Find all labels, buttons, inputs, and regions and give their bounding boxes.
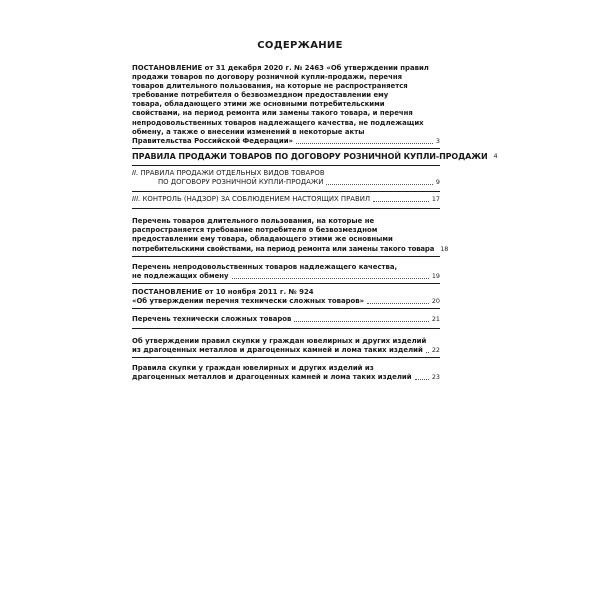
toc-line: требование потребителя о безвозмездном предоставлении ему [132,91,389,100]
table-of-contents [132,64,498,382]
toc-entry-jewelry-purchase-approval[interactable] [132,337,440,355]
divider [132,148,440,149]
section-number: II. [132,168,139,177]
page-number: 3 [435,136,440,145]
page-number: 20 [431,296,440,305]
page-number: 18 [440,244,449,253]
page-number: 22 [431,346,440,355]
page-number: 17 [431,195,440,204]
dot-leader [367,302,429,304]
dot-leader [373,200,429,202]
page-number: 9 [435,178,440,187]
section-number: III. [132,195,141,204]
toc-entry-sales-rules[interactable] [132,151,498,161]
toc-line: Перечень товаров длительного пользования, на которые не [132,217,375,226]
toc-entry-section-ii[interactable] [132,169,440,187]
toc-line: Перечень непродовольственных товаров надлежащего качества, [132,262,398,271]
toc-line: ПРАВИЛА ПРОДАЖИ ТОВАРОВ ПО ДОГОВОРУ РОЗНИЧНОЙ КУПЛИ-ПРОДАЖИ [132,151,488,161]
toc-entry-jewelry-purchase-rules[interactable] [132,364,440,382]
toc-entry-durable-goods-list[interactable] [132,217,449,253]
toc-line: ПОСТАНОВЛЕНИЕ от 31 декабря 2020 г. № 2463 «Об утверждении правил [132,64,429,72]
toc-entry-resolution-924[interactable] [132,288,440,306]
toc-entry-complex-goods-list[interactable] [132,315,440,324]
page-number: 21 [431,314,440,323]
dot-leader [426,351,429,353]
toc-line: продажи товаров по договору розничной купли-продажи, перечня [132,73,403,82]
toc-line: обмену, а также о внесении изменений в некоторые акты [132,127,365,136]
page-title: СОДЕРЖАНИЕ [257,40,343,51]
toc-line: предоставлении ему товара, обладающего этими же основными [132,235,393,244]
toc-line: товара, обладающего этими же основными потребительскими [132,100,385,109]
divider [132,208,440,209]
toc-line: «Об утверждении перечня технически сложных товаров» [132,296,365,305]
divider [132,283,440,284]
page-number: 23 [431,373,440,382]
toc-line: непродовольственных товаров надлежащего качества, не подлежащих [132,118,424,127]
page-number: 4 [493,151,498,160]
divider [132,308,440,309]
toc-line: Об утверждении правил скупки у граждан ювелирных и других изделий [132,337,427,346]
toc-line: свойствами, на период ремонта или замены такого товара, и перечня [132,109,413,118]
toc-line: ПО ДОГОВОРУ РОЗНИЧНОЙ КУПЛИ-ПРОДАЖИ [158,178,324,187]
toc-line: распространяется требование потребителя о безвозмездном [132,226,378,235]
toc-line: не подлежащих обмену [132,271,229,280]
toc-line: ПРАВИЛА ПРОДАЖИ ОТДЕЛЬНЫХ ВИДОВ ТОВАРОВ [140,168,325,177]
dot-leader [415,378,429,380]
toc-line: Правительства Российской Федерации» [132,136,293,145]
toc-line: потребительскими свойствами, на период ремонта или замены такого товара [132,244,435,253]
divider [132,256,440,257]
dot-leader [296,142,433,144]
toc-entry-non-food-goods-list[interactable] [132,263,440,281]
divider [132,328,440,329]
dot-leader [294,320,428,322]
toc-entry-section-iii[interactable] [132,195,440,204]
toc-line: КОНТРОЛЬ (НАДЗОР) ЗА СОБЛЮДЕНИЕМ НАСТОЯЩИХ ПРАВИЛ [142,195,371,204]
toc-line: Правила скупки у граждан ювелирных и других изделий из [132,364,374,373]
divider [132,191,440,192]
toc-line: драгоценных металлов и драгоценных камней и лома таких изделий [132,373,412,382]
divider [132,165,440,166]
toc-entry-resolution-2463[interactable] [132,64,440,146]
toc-line: товаров длительного пользования, на которые не распространяется [132,82,408,91]
toc-line: Перечень технически сложных товаров [132,314,292,323]
dot-leader [232,277,429,279]
toc-line: из драгоценных металлов и драгоценных камней и лома таких изделий [132,346,423,355]
dot-leader [326,183,432,185]
divider [132,357,440,358]
toc-line: ПОСТАНОВЛЕНИЕ от 10 ноября 2011 г. № 924 [132,287,314,296]
page-number: 19 [431,271,440,280]
